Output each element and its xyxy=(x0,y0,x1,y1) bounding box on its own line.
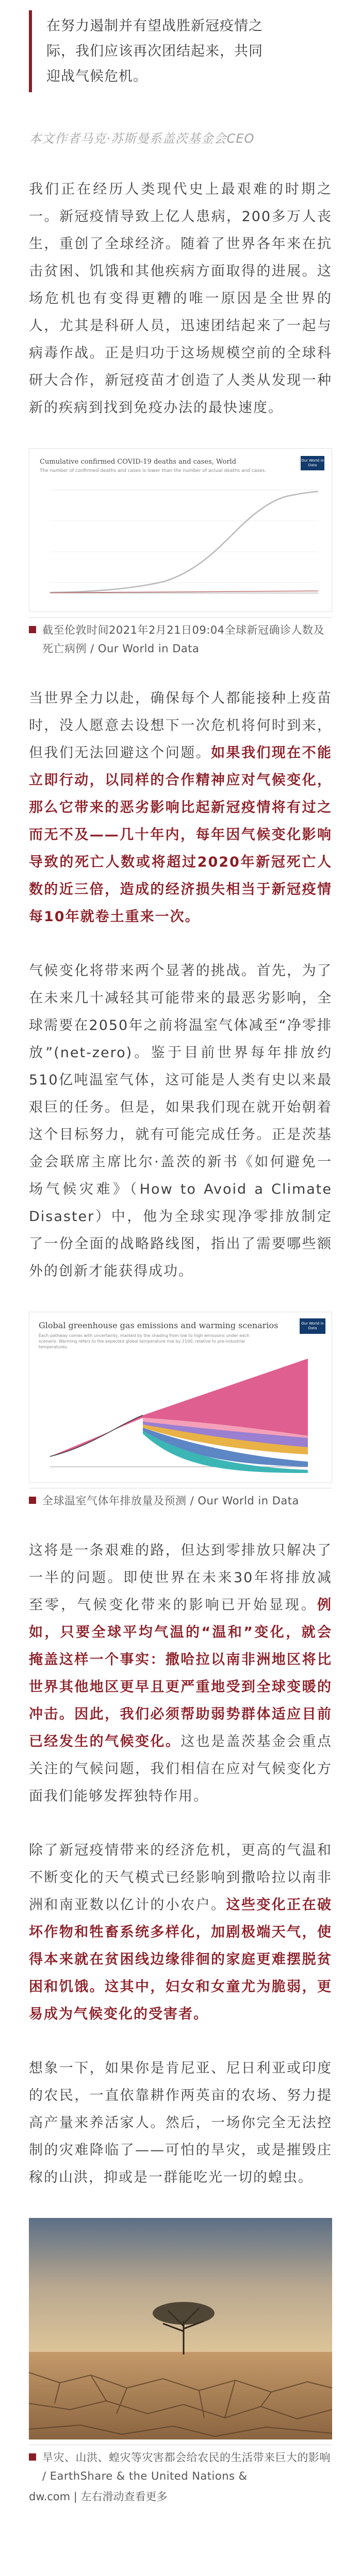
figure-caption: 截至伦敦时间2021年2月21日09:04全球新冠确诊人数及死亡病例 / Our World in Data xyxy=(42,624,325,655)
author-byline: 本文作者马克·苏斯曼系盖茨基金会CEO xyxy=(29,131,255,146)
paragraph-highlight: 这些变化正在破坏作物和牲畜系统多样化，加剧极端天气，使得本来就在贫困线边缘徘徊的家庭更难摆脱贫困和饥饿。这其中，妇女和女童尤为脆弱，更易成为气候变化的受害者。 xyxy=(29,1897,333,2022)
paragraph-pandemic xyxy=(29,685,332,930)
photo-credit-swipe-hint: dw.com | 左右滑动查看更多 xyxy=(29,2490,168,2503)
figure-drought-photo xyxy=(29,2218,332,2506)
caption-marker-icon xyxy=(29,626,36,633)
paragraph-intro: 我们正在经历人类现代史上最艰难的时期之一。新冠疫情导致上亿人患病，200多万人丧生，重创了全球经济。随着了世界各年来在抗击贫困、饥饿和其他疾病方面取得的进展。这场危机也有变得更糟的唯一原因是全世界的人，尤其是科研人员，迅速团结起来了一起与病毒作战。正是归功于这场规模空前的全球科研大合作，新冠疫苗才创造了人类从发现一种新的疾病到找到免疫办法的最快速度。 xyxy=(29,181,332,416)
pull-quote-line: 迎战气候危机。 xyxy=(46,69,147,84)
article-body xyxy=(0,10,361,2537)
caption-marker-icon xyxy=(29,1497,36,1504)
paragraph-net-zero: 气候变化将带来两个显著的挑战。首先，为了在未来几十减轻其可能带来的最恶劣影响，全球需要在2050年之前将温室气体减至“净零排放”(net-zero)。鉴于目前世界每年排放约510亿吨温室气体，这可能是人类有史以来最艰巨的任务。但是，如果我们现在就开始朝着这个目标努力，就有可能完成任务。正是茨基金会联席主席比尔·盖茨的新书《如何避免一场气候灾难》（How to Avoid a Climate Disaster）中，他为全球实现净零排放制定了一份全面的战略路线图，指出了需要哪些额外的创新才能获得成功。 xyxy=(29,963,332,1279)
paragraph-text: 这也是盖茨基金会重点关注的气候问题，我们相信在应对气候变化方面我们能够发挥独特作用。 xyxy=(29,1734,333,1804)
pull-quote xyxy=(29,10,332,92)
emissions-scenario-graphic xyxy=(29,1312,332,1483)
paragraph-adaptation xyxy=(29,1537,332,1810)
pull-quote-line: 际，我们应该再次团结起来，共同 xyxy=(46,43,263,59)
paragraph-highlight: 如果我们现在不能立即行动，以同样的合作精神应对气候变化，那么它带来的恶劣影响比起新冠疫情将有过之而无不及——几十年内，每年因气候变化影响导致的死亡人数或将超过2020年新冠死亡人数的近三倍，造成的经济损失相当于新冠疫情每10年就卷土重来一次。 xyxy=(29,745,333,925)
paragraph-text: 当世界全力以赴，确保每个人都能接种上疫苗时，没人愿意去设想下一次危机将何时到来，但我们无法回避这个问题。 xyxy=(29,690,332,761)
covid-chart-image[interactable] xyxy=(29,448,332,612)
paragraph-highlight: 例如，只要全球平均气温的“温和”变化，就会掩盖这样一个事实：撒哈拉以南非洲地区将比世界其他地区更早且更严重地受到全球变暖的冲击。因此，我们必须帮助弱势群体适应目前已经发生的气候变化。 xyxy=(29,1597,332,1750)
caption-marker-icon xyxy=(29,2453,36,2461)
drought-photo[interactable] xyxy=(29,2218,332,2439)
paragraph-text: 除了新冠疫情带来的经济危机，更高的气温和不断变化的天气模式已经影响到撒哈拉以南非洲和南亚数以亿计的小农户。 xyxy=(29,1842,332,1913)
owid-logo: Our World in Data xyxy=(301,456,324,470)
figure-caption-row xyxy=(29,1488,332,1510)
pull-quote-line: 在努力遏制并有望战胜新冠疫情之 xyxy=(46,18,263,34)
figure-emissions-chart xyxy=(29,1312,332,1510)
paragraph-smallholders xyxy=(29,1837,332,2028)
chart-title: Cumulative confirmed COVID-19 deaths and cases, World xyxy=(40,458,237,466)
paragraph-text: 这将是一条艰难的路，但达到零排放只解决了一半的问题。即使世界在未来30年将排放减至零，气候变化带来的影响已开始显现。 xyxy=(29,1543,332,1613)
figure-caption-row xyxy=(29,2445,332,2485)
figure-caption-row xyxy=(29,617,332,658)
chart-title: Global greenhouse gas emissions and warming scenarios xyxy=(39,1320,278,1330)
figure-caption: 旱灾、山洪、蝗灾等灾害都会给农民的生活带来巨大的影响 / EarthShare & the United Nations & xyxy=(42,2451,331,2482)
figure-covid-chart xyxy=(29,448,332,658)
owid-logo: Our World in Data xyxy=(300,1318,325,1334)
figure-caption: 全球温室气体年排放量及预测 / Our World in Data xyxy=(42,1495,299,1507)
chart-subtitle: Each pathway comes with uncertainty, marked by the shading from low to high emissions under each scenario. Warming refers to the expected global temperature rise by 2100, relative to pre-industrial temperatures. xyxy=(39,1333,250,1349)
chart-subtitle: The number of confirmed deaths and cases is lower than the number of actual deaths and cases. xyxy=(40,468,267,473)
cracked-earth-tree-image xyxy=(29,2218,332,2439)
paragraph-imagine: 想象一下，如果你是肯尼亚、尼日利亚或印度的农民，一直依靠耕作两英亩的农场、努力提高产量来养活家人。然后，一场你完全无法控制的灾难降临了——可怕的旱灾，或是摧毁庄稼的山洪，抑或是一群能吃光一切的蝗虫。 xyxy=(29,2060,332,2185)
emissions-chart-image[interactable] xyxy=(29,1312,332,1483)
covid-line-graphic xyxy=(29,449,332,612)
